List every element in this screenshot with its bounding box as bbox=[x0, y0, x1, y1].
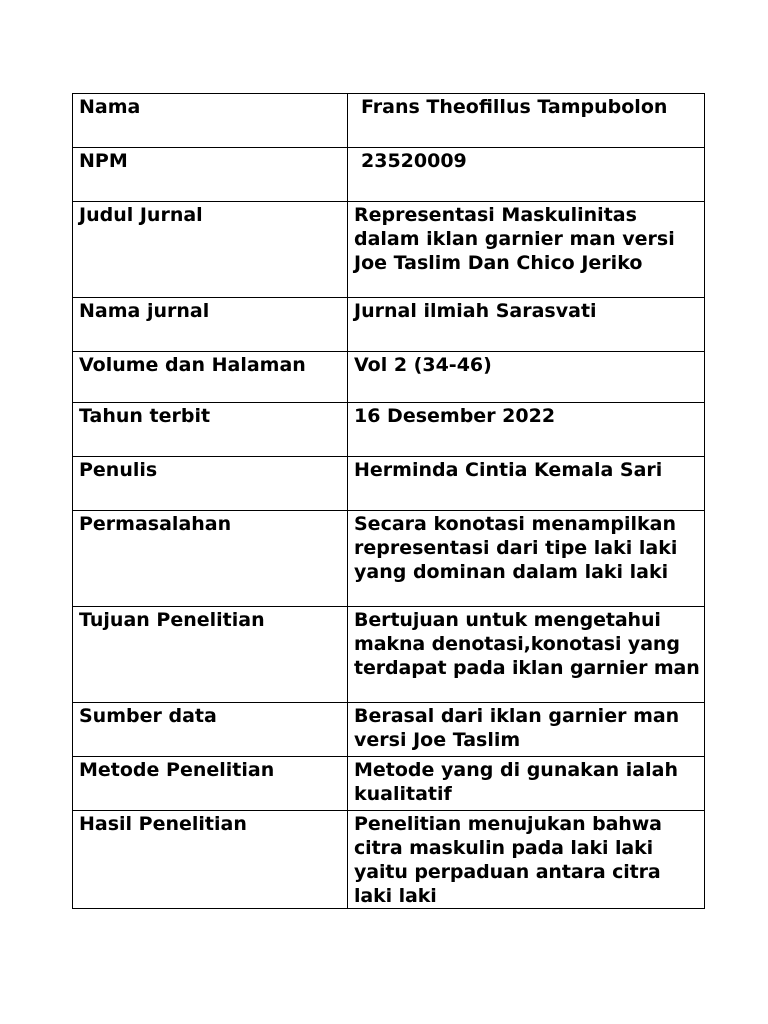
row-value: Penelitian menujukan bahwa citra maskulin pada laki laki yaitu perpaduan antara citra laki laki bbox=[348, 811, 705, 909]
row-value: Herminda Cintia Kemala Sari bbox=[348, 457, 705, 511]
row-label: Nama jurnal bbox=[73, 298, 348, 352]
row-label: Hasil Penelitian bbox=[73, 811, 348, 909]
row-value: Berasal dari iklan garnier man versi Joe Taslim bbox=[348, 703, 705, 757]
table-row bbox=[73, 757, 705, 811]
row-value: Bertujuan untuk mengetahui makna denotasi,konotasi yang terdapat pada iklan garnier man bbox=[348, 607, 705, 703]
row-label: Sumber data bbox=[73, 703, 348, 757]
journal-summary-table bbox=[72, 93, 705, 909]
table-row bbox=[73, 403, 705, 457]
row-label: Metode Penelitian bbox=[73, 757, 348, 811]
table-row bbox=[73, 202, 705, 298]
row-value: Representasi Maskulinitas dalam iklan garnier man versi Joe Taslim Dan Chico Jeriko bbox=[348, 202, 705, 298]
table-row bbox=[73, 607, 705, 703]
row-label: Judul Jurnal bbox=[73, 202, 348, 298]
table-row bbox=[73, 511, 705, 607]
table-row bbox=[73, 457, 705, 511]
row-value: Frans Theofillus Tampubolon bbox=[348, 94, 705, 148]
row-label: Volume dan Halaman bbox=[73, 352, 348, 403]
table-row bbox=[73, 352, 705, 403]
row-value: Vol 2 (34-46) bbox=[348, 352, 705, 403]
row-label: Nama bbox=[73, 94, 348, 148]
row-label: NPM bbox=[73, 148, 348, 202]
row-label: Tahun terbit bbox=[73, 403, 348, 457]
row-label: Penulis bbox=[73, 457, 348, 511]
row-value: 23520009 bbox=[348, 148, 705, 202]
row-value: Secara konotasi menampilkan representasi dari tipe laki laki yang dominan dalam laki laki bbox=[348, 511, 705, 607]
row-value: Jurnal ilmiah Sarasvati bbox=[348, 298, 705, 352]
table-row bbox=[73, 298, 705, 352]
row-label: Tujuan Penelitian bbox=[73, 607, 348, 703]
table-row bbox=[73, 148, 705, 202]
table-row bbox=[73, 811, 705, 909]
table-row bbox=[73, 703, 705, 757]
table-row bbox=[73, 94, 705, 148]
row-label: Permasalahan bbox=[73, 511, 348, 607]
row-value: 16 Desember 2022 bbox=[348, 403, 705, 457]
row-value: Metode yang di gunakan ialah kualitatif bbox=[348, 757, 705, 811]
